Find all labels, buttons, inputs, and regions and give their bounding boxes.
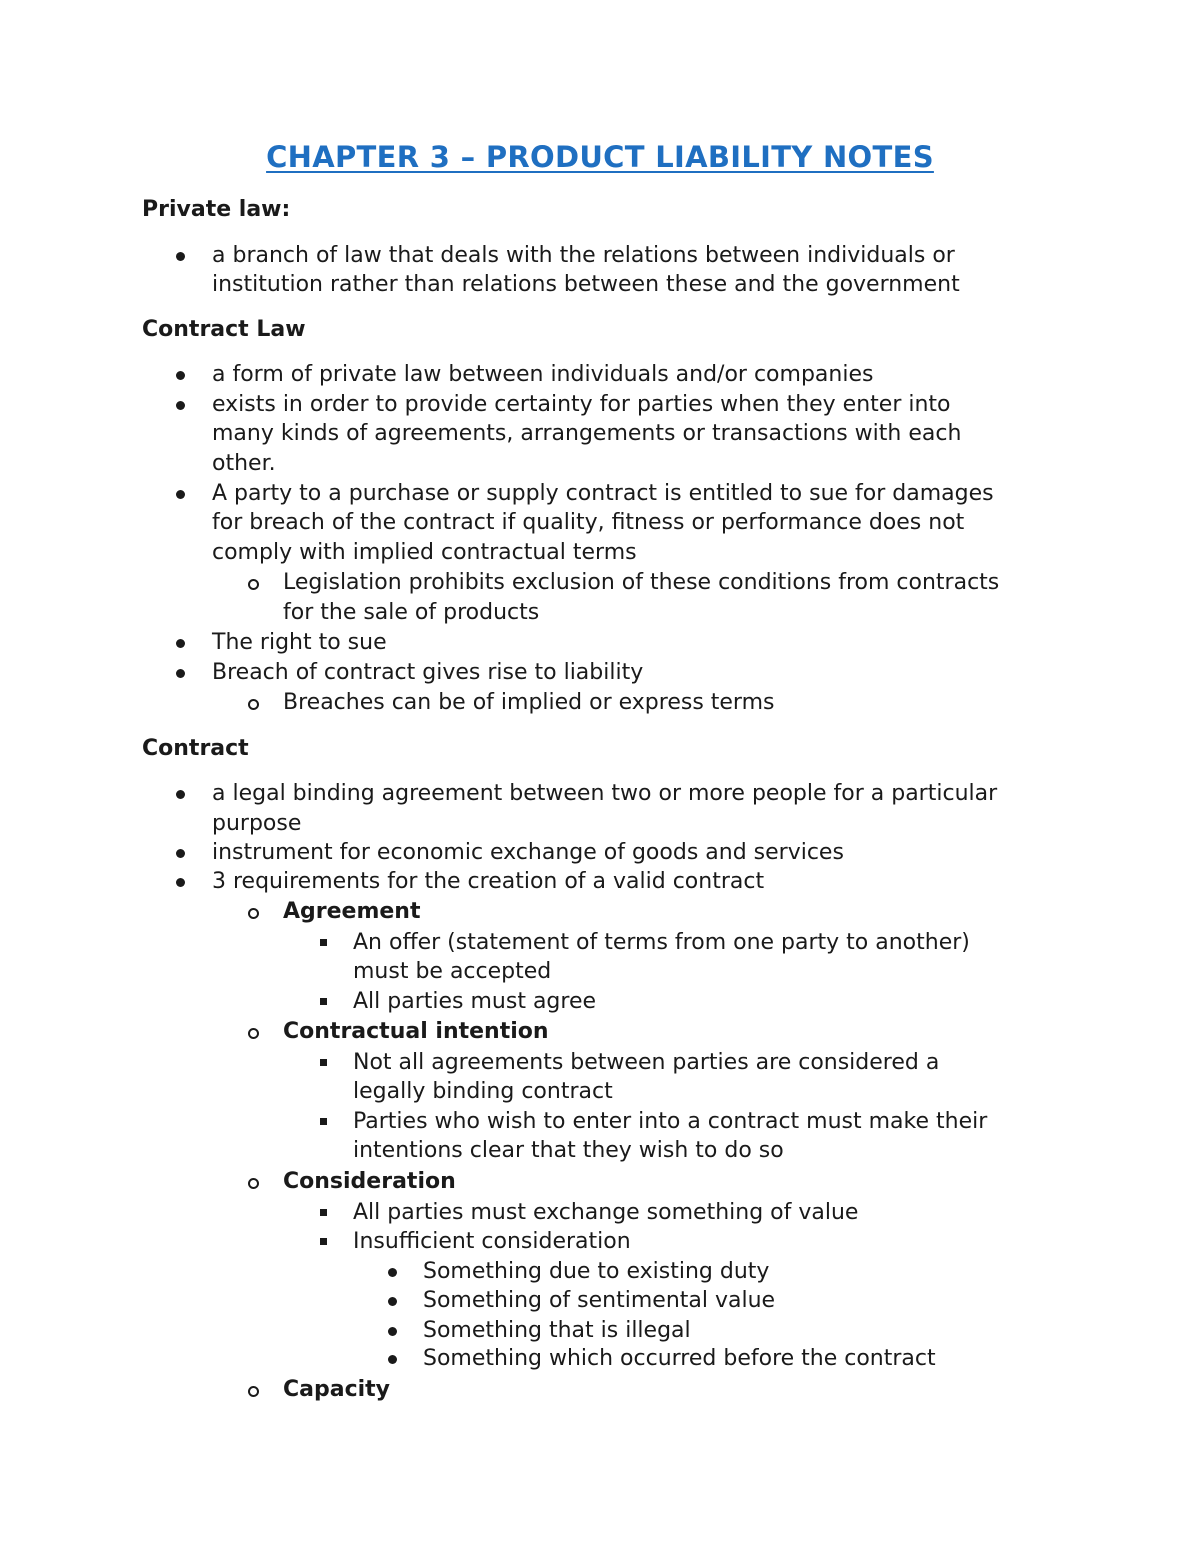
list-item-line: A party to a purchase or supply contract is entitled to sue for damages xyxy=(212,481,994,506)
list-item-line: Something that is illegal xyxy=(423,1318,691,1343)
bullet-square-icon xyxy=(320,939,327,946)
list-item-line: Breach of contract gives rise to liability xyxy=(212,660,644,685)
bullet-circle-icon xyxy=(248,1028,259,1039)
bullet-circle-icon xyxy=(248,699,259,710)
bullet-circle-icon xyxy=(248,1386,259,1397)
bullet-circle-icon xyxy=(248,1178,259,1189)
list-item-line: many kinds of agreements, arrangements or transactions with each xyxy=(212,421,962,446)
list-item-line: intentions clear that they wish to do so xyxy=(353,1138,784,1163)
section-heading-contract: Contract xyxy=(142,736,249,761)
list-item-line: Legislation prohibits exclusion of these conditions from contracts xyxy=(283,570,1000,595)
bullet-circle-icon xyxy=(248,908,259,919)
list-item-line-bold: Consideration xyxy=(283,1169,456,1194)
bullet-circle-icon xyxy=(248,579,259,590)
list-item-line: All parties must agree xyxy=(353,989,597,1014)
bullet-disc-icon xyxy=(176,669,185,678)
list-item-line: Something which occurred before the contract xyxy=(423,1346,936,1371)
section-heading-contract-law: Contract Law xyxy=(142,317,306,342)
bullet-disc-icon xyxy=(176,490,185,499)
list-item-line: purpose xyxy=(212,811,302,836)
list-item-line: for the sale of products xyxy=(283,600,540,625)
bullet-square-icon xyxy=(320,1059,327,1066)
bullet-disc-icon xyxy=(176,878,185,887)
bullet-disc-icon xyxy=(388,1327,397,1336)
list-item-line: 3 requirements for the creation of a valid contract xyxy=(212,869,765,894)
bullet-square-icon xyxy=(320,1118,327,1125)
list-item-line-bold: Agreement xyxy=(283,899,421,924)
bullet-square-icon xyxy=(320,1238,327,1245)
list-item-line: instrument for economic exchange of goods and services xyxy=(212,840,844,865)
bullet-disc-icon xyxy=(388,1297,397,1306)
list-item-line: Something due to existing duty xyxy=(423,1259,770,1284)
list-item-line: institution rather than relations between these and the government xyxy=(212,272,960,297)
list-item-line: must be accepted xyxy=(353,959,552,984)
list-item-line: Something of sentimental value xyxy=(423,1288,776,1313)
list-item-line: The right to sue xyxy=(212,630,387,655)
list-item-line: Parties who wish to enter into a contract must make their xyxy=(353,1109,988,1134)
section-heading-private-law: Private law: xyxy=(142,197,291,222)
list-item-line: Breaches can be of implied or express terms xyxy=(283,690,775,715)
bullet-disc-icon xyxy=(176,790,185,799)
list-item-line-bold: Contractual intention xyxy=(283,1019,549,1044)
bullet-disc-icon xyxy=(176,252,185,261)
bullet-square-icon xyxy=(320,1209,327,1216)
list-item-line: a branch of law that deals with the relations between individuals or xyxy=(212,243,955,268)
bullet-disc-icon xyxy=(388,1355,397,1364)
bullet-square-icon xyxy=(320,998,327,1005)
bullet-disc-icon xyxy=(388,1268,397,1277)
list-item-line-bold: Capacity xyxy=(283,1377,391,1402)
list-item-line: exists in order to provide certainty for parties when they enter into xyxy=(212,392,951,417)
list-item-line: An offer (statement of terms from one party to another) xyxy=(353,930,970,955)
list-item-line: a legal binding agreement between two or more people for a particular xyxy=(212,781,998,806)
bullet-disc-icon xyxy=(176,401,185,410)
list-item-line: legally binding contract xyxy=(353,1079,613,1104)
list-item-line: Not all agreements between parties are considered a xyxy=(353,1050,940,1075)
page-title: CHAPTER 3 – PRODUCT LIABILITY NOTES xyxy=(266,140,934,174)
list-item-line: Insufficient consideration xyxy=(353,1229,631,1254)
list-item-line: comply with implied contractual terms xyxy=(212,540,637,565)
list-item-line: for breach of the contract if quality, fitness or performance does not xyxy=(212,510,965,535)
list-item-line: a form of private law between individuals and/or companies xyxy=(212,362,874,387)
bullet-disc-icon xyxy=(176,849,185,858)
list-item-line: All parties must exchange something of value xyxy=(353,1200,859,1225)
list-item-line: other. xyxy=(212,451,276,476)
bullet-disc-icon xyxy=(176,371,185,380)
bullet-disc-icon xyxy=(176,639,185,648)
